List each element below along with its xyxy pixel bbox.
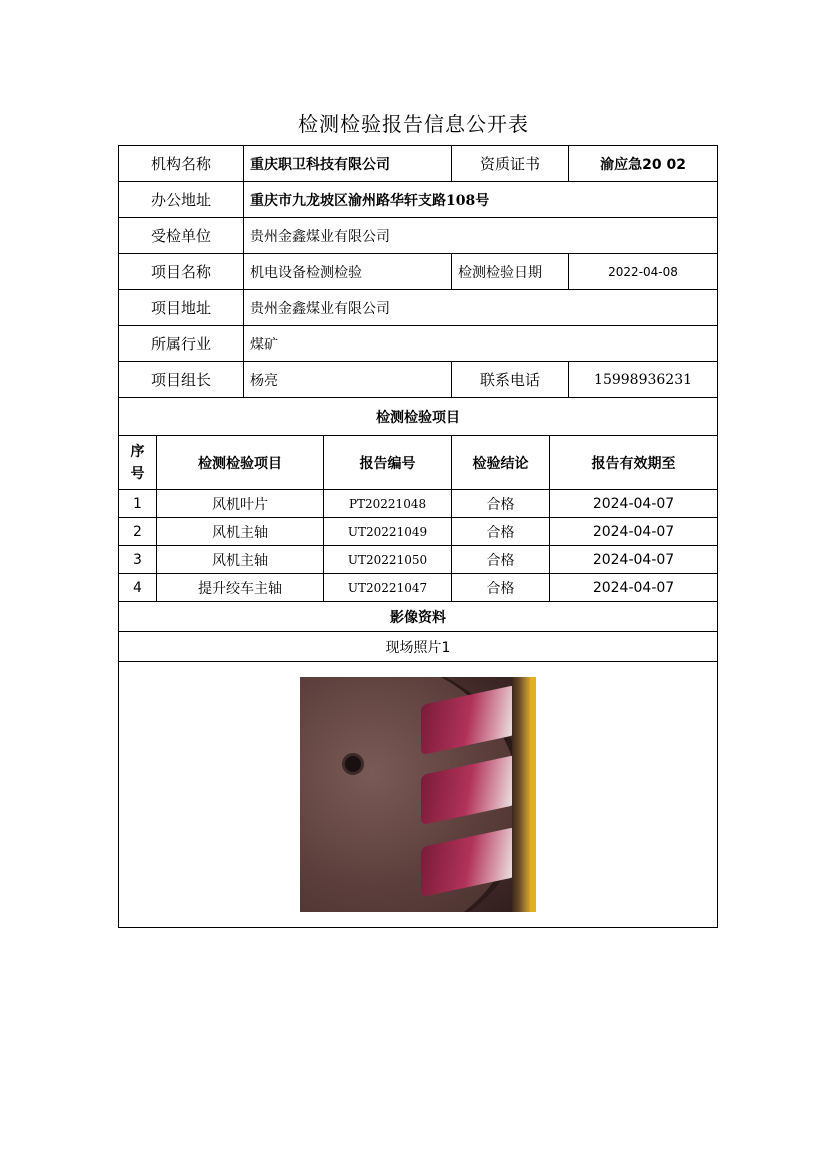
org-address-label: 办公地址	[119, 182, 244, 218]
row-report-no: UT20221049	[324, 518, 452, 546]
org-address: 重庆市九龙坡区渝州路华轩支路108号	[244, 182, 718, 218]
project-address-label: 项目地址	[119, 290, 244, 326]
row-result: 合格	[452, 518, 550, 546]
table-row	[119, 546, 718, 574]
industry-label: 所属行业	[119, 326, 244, 362]
report-table	[118, 145, 718, 928]
row-report-no: UT20221047	[324, 574, 452, 602]
header-valid-until: 报告有效期至	[550, 436, 718, 490]
industry: 煤矿	[244, 326, 718, 362]
row-report-no: PT20221048	[324, 490, 452, 518]
row-item: 风机叶片	[157, 490, 324, 518]
page-title: 检测检验报告信息公开表	[298, 112, 529, 136]
test-date-label: 检测检验日期	[452, 254, 569, 290]
row-valid-until: 2024-04-07	[550, 574, 718, 602]
row-report-no: UT20221050	[324, 546, 452, 574]
photo-caption: 现场照片1	[119, 632, 718, 662]
row-result: 合格	[452, 490, 550, 518]
row-item: 风机主轴	[157, 546, 324, 574]
project-address: 贵州金鑫煤业有限公司	[244, 290, 718, 326]
cert-label: 资质证书	[452, 146, 569, 182]
header-result: 检验结论	[452, 436, 550, 490]
fan-hub	[342, 753, 364, 775]
header-seq-b: 号	[130, 465, 145, 482]
leader-name: 杨亮	[244, 362, 452, 398]
header-report-no: 报告编号	[324, 436, 452, 490]
leader-label: 项目组长	[119, 362, 244, 398]
client-label: 受检单位	[119, 218, 244, 254]
row-seq: 2	[119, 518, 157, 546]
table-row	[119, 490, 718, 518]
cert-number: 渝应急20 02	[569, 146, 718, 182]
header-seq-a: 序	[130, 443, 145, 460]
org-name-label: 机构名称	[119, 146, 244, 182]
items-section-title: 检测检验项目	[119, 398, 718, 436]
media-section-title: 影像资料	[119, 602, 718, 632]
row-result: 合格	[452, 546, 550, 574]
row-valid-until: 2024-04-07	[550, 490, 718, 518]
org-name: 重庆职卫科技有限公司	[244, 146, 452, 182]
row-item: 风机主轴	[157, 518, 324, 546]
row-seq: 3	[119, 546, 157, 574]
row-item: 提升绞车主轴	[157, 574, 324, 602]
test-date: 2022-04-08	[569, 254, 718, 290]
row-valid-until: 2024-04-07	[550, 518, 718, 546]
row-seq: 4	[119, 574, 157, 602]
photo-cell	[119, 662, 718, 928]
phone-number: 15998936231	[569, 362, 718, 398]
row-valid-until: 2024-04-07	[550, 546, 718, 574]
project-name-label: 项目名称	[119, 254, 244, 290]
table-row	[119, 574, 718, 602]
row-result: 合格	[452, 574, 550, 602]
fan-housing-ring	[512, 677, 530, 912]
site-photo	[300, 677, 536, 912]
client-name: 贵州金鑫煤业有限公司	[244, 218, 718, 254]
header-item: 检测检验项目	[157, 436, 324, 490]
header-seq	[119, 436, 157, 490]
row-seq: 1	[119, 490, 157, 518]
phone-label: 联系电话	[452, 362, 569, 398]
fan-housing-edge	[530, 677, 536, 912]
project-name: 机电设备检测检验	[244, 254, 452, 290]
table-row	[119, 518, 718, 546]
